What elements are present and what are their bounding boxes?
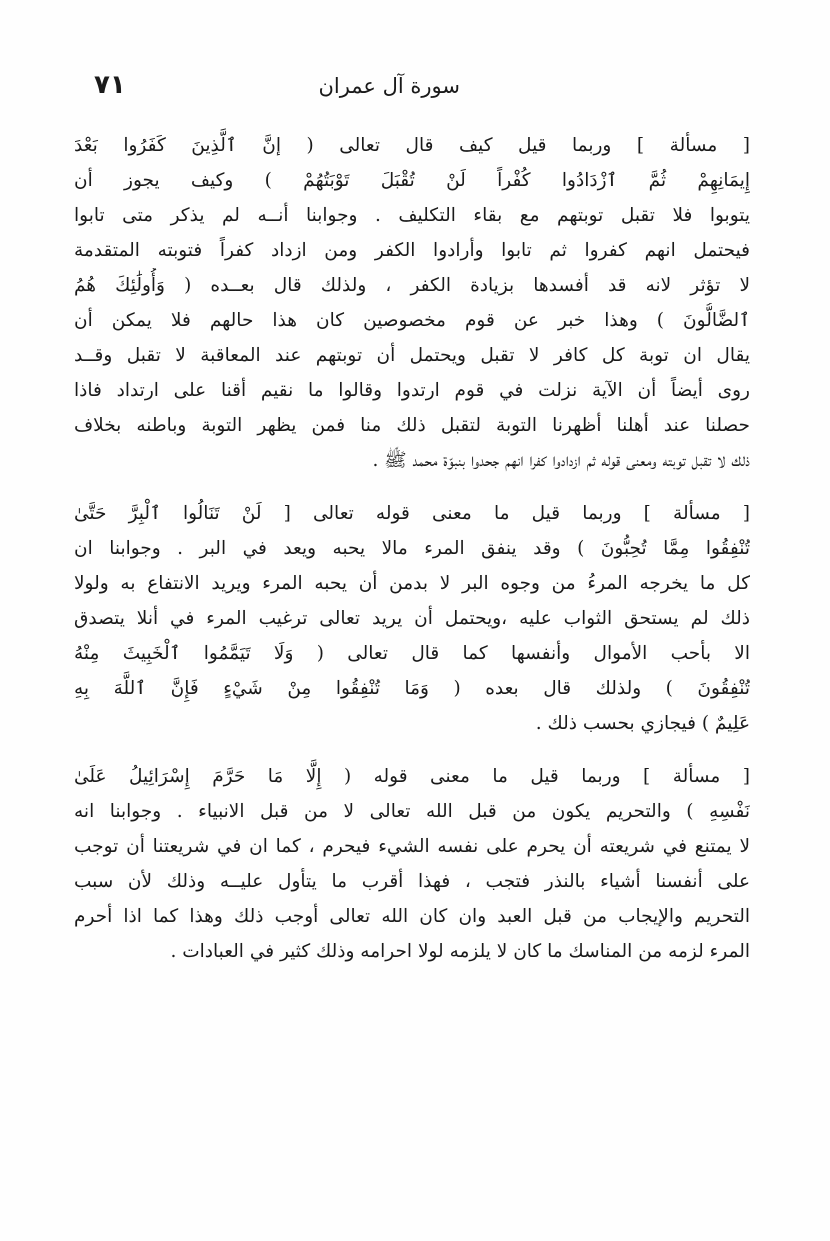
text-line: نَفْسِهِ ) والتحريم يكون من قبل الله تعالى لا من قبل الانبياء . وجوابنا انه bbox=[74, 801, 750, 822]
text-line: حصلنا عند أهلنا أظهرنا التوبة لتقبل ذلك منا فمن يظهر التوبة وباطنه بخلاف bbox=[74, 415, 750, 436]
text-line: على أنفسنا أشياء بالنذر فتجب ، فهذا أقرب ما يتأول عليــه وذلك لأن سبب bbox=[74, 871, 750, 892]
text-line: تُنْفِقُونَ ) ولذلك قال بعده ( وَمَا تُنْفِقُوا مِنْ شَيْءٍ فَإِنَّ ٱللَّهَ بِهِ bbox=[74, 678, 750, 699]
text-line: كل ما يخرجه المرءُ من وجوه البر لا بدمن أن يحبه المرء ويريد الانتفاع به ولولا bbox=[74, 573, 750, 594]
page-number: ٧١ bbox=[94, 70, 126, 100]
masala-section-1 bbox=[74, 128, 750, 478]
text-line: [ مسألة ] وربما قيل ما معنى قوله ( إِلَّا مَا حَرَّمَ إِسْرَائِيلُ عَلَىٰ bbox=[74, 766, 750, 787]
text-line: عَلِيمٌ ) فيجازي بحسب ذلك . bbox=[535, 713, 750, 734]
text-line: تُنْفِقُوا مِمَّا تُحِبُّونَ ) وقد ينفق المرء مالا يحبه ويعد في البر . وجوابنا ان bbox=[74, 538, 750, 559]
masala-section-3 bbox=[74, 759, 750, 969]
text-line: فيحتمل انهم كفروا ثم تابوا وأرادوا الكفر ومن ازداد كفراً فتوبته المتقدمة bbox=[74, 240, 750, 261]
page-body bbox=[74, 128, 750, 969]
text-line: إِيمَانِهِمْ ثُمَّ ٱزْدَادُوا كُفْراً لَنْ تُقْبَلَ تَوْبَتُهُمْ ) وكيف يجوز أن bbox=[74, 170, 750, 191]
text-line: يتوبوا فلا تقبل توبتهم مع بقاء التكليف . وجوابنا أنــه لم يذكر متى تابوا bbox=[74, 205, 750, 226]
text-line: ٱلضَّالُّونَ ) وهذا خبر عن قوم مخصوصين كان هذا حالهم فلا يمكن أن bbox=[74, 310, 750, 331]
surah-title: سورة آل عمران bbox=[318, 74, 460, 98]
text-line: المرء لزمه من المناسك ما كان لا يلزمه لولا احرامه وذلك كثير في العبادات . bbox=[170, 941, 750, 962]
text-line: التحريم والإيجاب من قبل العبد وان كان الله تعالى أوجب ذلك وهذا كما اذا أحرم bbox=[74, 906, 750, 927]
text-line: يقال ان توبة كل كافر لا تقبل ويحتمل أن توبتهم عند المعاقبة لا تقبل وقــد bbox=[74, 345, 750, 366]
text-line: ذلك لم يستحق الثواب عليه ،ويحتمل أن يريد تعالى ترغيب المرء في أنلا يتصدق bbox=[74, 608, 750, 629]
text-line: روى أيضاً أن الآية نزلت في قوم ارتدوا وقالوا ما نقيم أقنا على ارتداد فاذا bbox=[74, 380, 750, 401]
text-line: [ مسألة ] وربما قيل كيف قال تعالى ( إنَّ ٱلَّذِينَ كَفَرُوا بَعْدَ bbox=[74, 135, 750, 156]
text-line: لا يمتنع في شريعته أن يحرم على نفسه الشيء فيحرم ، كما ان في شريعتنا أن توجب bbox=[74, 836, 750, 857]
text-line: [ مسألة ] وربما قيل ما معنى قوله تعالى [ لَنْ تَنَالُوا ٱلْبِرَّ حَتَّىٰ bbox=[74, 503, 750, 524]
text-line: لا تؤثر لانه قد أفسدها بزيادة الكفر ، ولذلك قال بعــده ( وَأُولَٰئِكَ هُمُ bbox=[74, 275, 750, 296]
text-line: ذلك لا تقبل توبته ومعنى قوله ثم ازدادوا كفرا انهم جحدوا بنبوّة محمد ﷺ . bbox=[372, 450, 750, 471]
text-line: الا بأحب الأموال وأنفسها كما قال تعالى ( وَلَا تَيَمَّمُوا ٱلْخَبِيثَ مِنْهُ bbox=[74, 643, 750, 664]
page-header bbox=[70, 62, 760, 112]
masala-section-2 bbox=[74, 496, 750, 741]
